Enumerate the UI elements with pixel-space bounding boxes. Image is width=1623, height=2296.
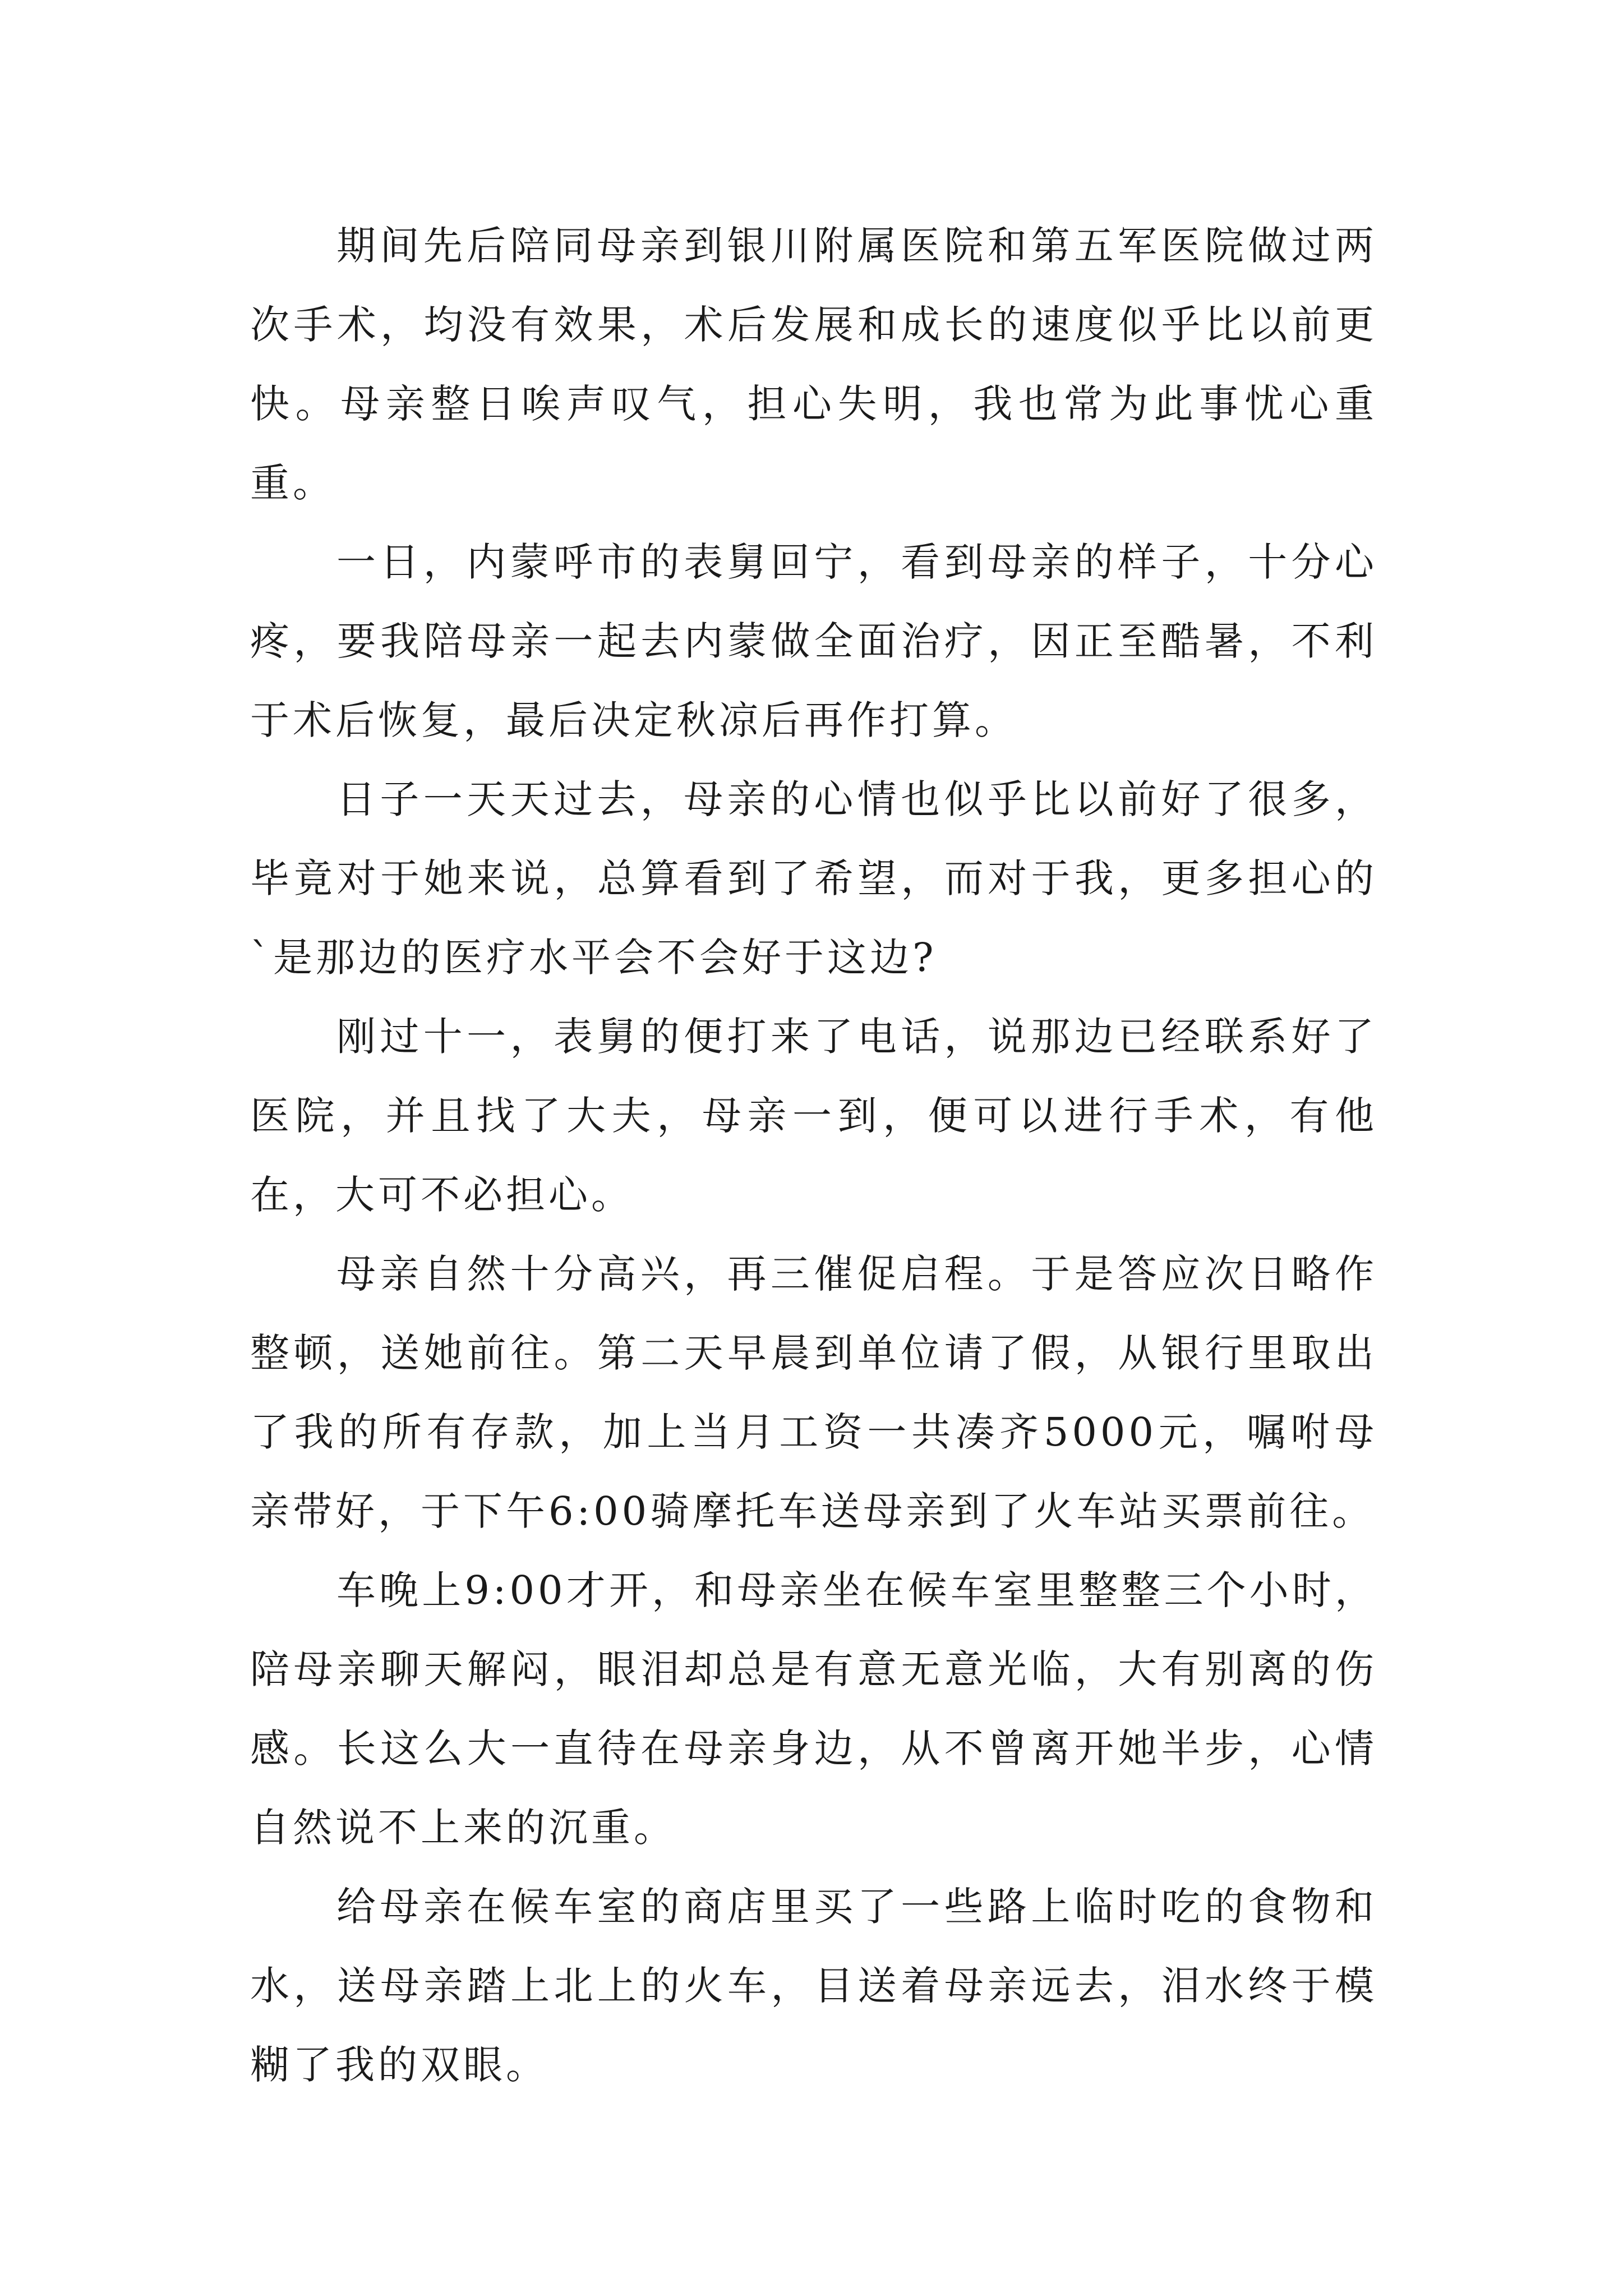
paragraph: 刚过十一，表舅的便打来了电话，说那边已经联系好了医院，并且找了大夫，母亲一到，便可以进行手术，有他在，大可不必担心。 xyxy=(250,1014,1377,1218)
paragraph: 给母亲在候车室的商店里买了一些路上临时吃的食物和水，送母亲踏上北上的火车，目送着母亲远去，泪水终于模糊了我的双眼。 xyxy=(250,1884,1377,2088)
paragraph: 车晚上9:00才开，和母亲坐在候车室里整整三个小时，陪母亲聊天解闷，眼泪却总是有意无意光临，大有别离的伤感。长这么大一直待在母亲身边，从不曾离开她半步，心情自然说不上来的沉重。 xyxy=(250,1567,1377,1851)
document-body xyxy=(250,206,1377,2105)
paragraph: 母亲自然十分高兴，再三催促启程。于是答应次日略作整顿，送她前往。第二天早晨到单位请了假，从银行里取出了我的所有存款，加上当月工资一共凑齐5000元，嘱咐母亲带好，于下午6:00骑摩托车送母亲到了火车站买票前往。 xyxy=(250,1251,1377,1534)
paragraph: 日子一天天过去，母亲的心情也似乎比以前好了很多，毕竟对于她来说，总算看到了希望，而对于我，更多担心的`是那边的医疗水平会不会好于这边? xyxy=(250,776,1377,981)
paragraph: 一日，内蒙呼市的表舅回宁，看到母亲的样子，十分心疼，要我陪母亲一起去内蒙做全面治疗，因正至酷暑，不利于术后恢复，最后决定秋凉后再作打算。 xyxy=(250,539,1377,743)
paragraph: 期间先后陪同母亲到银川附属医院和第五军医院做过两次手术，均没有效果，术后发展和成长的速度似乎比以前更快。母亲整日唉声叹气，担心失明，我也常为此事忧心重重。 xyxy=(250,223,1377,506)
